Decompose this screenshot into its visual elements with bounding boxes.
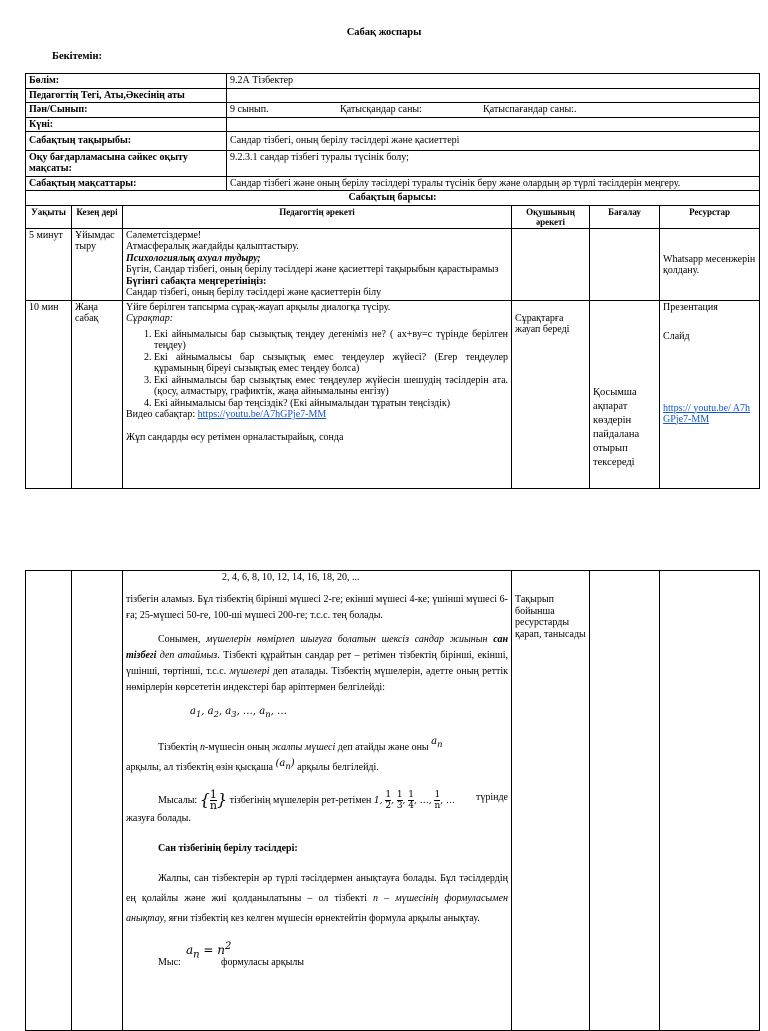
column-header-row xyxy=(26,205,760,228)
info-row xyxy=(26,103,760,118)
col-student: Оқушының әрекеті xyxy=(512,205,590,228)
sequence-formula: $a_1$, $a_2$, $a_3$, …, $a_n$, … xyxy=(190,705,287,719)
paragraph xyxy=(126,869,508,929)
text-span: n – мүшесінің формуласымен анықтау, xyxy=(126,893,508,924)
video-line xyxy=(126,409,508,421)
grade: 9 сынып. xyxy=(230,104,269,115)
text-span: деп аталады. Тізбектің мүшелерін, әдетте оның реттік нөмірлерін көрсететін индекстері бар әріптермен белгілейді: xyxy=(126,665,508,693)
psych-heading: Психологиялық ахуал тудыру; xyxy=(126,252,261,264)
time-cell xyxy=(26,571,72,1031)
teacher-cell xyxy=(123,228,512,300)
text-span: тізбегінің мүшелерін рет-ретімен xyxy=(229,795,372,806)
col-resources: Ресурстар xyxy=(660,205,760,228)
text-span: арқылы, ал тізбектің өзін қысқаша xyxy=(126,762,273,773)
paragraph xyxy=(126,756,508,776)
col-teacher: Педагогтің әрекеті xyxy=(123,205,512,228)
assessment-cell xyxy=(590,300,660,488)
info-row xyxy=(26,150,760,176)
example-terms-formula: 1, $\frac{1}{2}$ , $\frac{1}{3}$ , $\frac{1}{4}$ , …, $\frac{1}{n}$ , … xyxy=(373,790,455,811)
progress-title: Сабақтың барысы: xyxy=(26,191,760,206)
text-span: деп атайды және оны xyxy=(335,742,429,753)
text-span: түрінде xyxy=(475,792,508,803)
info-row xyxy=(26,132,760,151)
student-text: Тақырып бойынша ресурстарды қарап, танысады xyxy=(515,594,586,640)
intro-text: Үйге берілген тапсырма сұрақ-жауап арқылы диалогқа түсіру. xyxy=(126,301,391,313)
today-text: Бүгін, Сандар тізбегі, оның берілу тәсілдері және қасиеттері тақырыбын қарастырамыз xyxy=(126,264,499,275)
info-value xyxy=(227,117,760,132)
question-item: 4. Екі айнымалысы бар теңсіздік? (Екі айнымалыдан тұратын теңсіздік) xyxy=(154,398,508,410)
resource-cell xyxy=(660,571,760,1031)
text-span: Жалпы, сан тізбектерін әр түрлі тәсілдермен анықтауға болады. Бұл тәсілдердің ең қолайлы және жиі қолданылатыны – ол тізбекті xyxy=(126,873,508,904)
present-count-label: Қатысқандар саны: xyxy=(340,104,422,115)
paragraph xyxy=(126,632,508,696)
lesson-row xyxy=(26,228,760,300)
resource-cell xyxy=(660,228,760,300)
page-title: Сабақ жоспары xyxy=(346,27,422,38)
paragraph xyxy=(126,734,508,756)
student-cell xyxy=(512,228,590,300)
info-label: Педагогтің Тегі, Аты,Әкесінің аты xyxy=(26,88,227,103)
student-cell xyxy=(512,571,590,1031)
text-span: -мүшесін оның xyxy=(204,742,273,753)
sequence-line: 2, 4, 6, 8, 10, 12, 14, 16, 18, 20, ... xyxy=(222,572,360,583)
goal-text: Сандар тізбегі, оның берілу тәсілдері және қасиеттерін білу xyxy=(126,287,382,298)
greeting: Сәлеметсіздерме! xyxy=(126,229,202,241)
nth-term-formula: $a_n = n^2$ xyxy=(186,941,232,961)
video-label: Видео сабақтар: xyxy=(126,409,198,420)
stage-cell: Жаңа сабақ xyxy=(72,300,123,488)
time-cell: 5 минут xyxy=(26,228,72,300)
example-formula: { $\frac{1}{n}$ } xyxy=(199,788,228,812)
time-cell: 10 мин xyxy=(26,300,72,488)
progress-header-row xyxy=(26,191,760,206)
text-span: мүшелері xyxy=(229,665,270,677)
resource-slide: Слайд xyxy=(663,331,690,342)
absent-count-label: Қатыспағандар саны:. xyxy=(483,104,577,115)
assessment-cell xyxy=(590,571,660,1031)
text-span: формуласы арқылы xyxy=(221,957,305,968)
text-span: Тізбектің xyxy=(158,742,200,753)
text-span: Мысалы: xyxy=(158,795,198,806)
goal-heading: Бүгінгі сабақта меңгеретініңіз: xyxy=(126,275,267,287)
text-span: деп атаймыз xyxy=(156,649,218,661)
general-term-formula: $a_n$ xyxy=(431,736,443,749)
text-span: мүшелерін нөмірлеп шығуға болатын шексіз сандар жиынын xyxy=(206,633,488,645)
info-value: Сандар тізбегі, оның берілу тәсілдері және қасиеттері xyxy=(227,132,760,151)
info-value xyxy=(227,103,760,118)
question-item: 3. Екі айнымалысы бар сызықтық емес теңдеулер жүйесін шешудің тәсілдерін ата. (қосу, алмастыру, графиктік, жаңа айнымалыны енгізу) xyxy=(154,375,508,398)
info-value: 9.2.3.1 сандар тізбегі туралы түсінік болу; xyxy=(227,150,760,176)
student-cell xyxy=(512,300,590,488)
lesson-row xyxy=(26,571,760,1031)
text-span: . Тізбекті құрайтын сандар рет – ретімен тізбектің бірінші, екінші, үшінші, төртінші, т.с.с. xyxy=(126,649,508,677)
resource-cell xyxy=(660,300,760,488)
text-span: яғни тізбектің кез келген мүшесін өрнектейтін формула арқылы анықтау. xyxy=(166,913,480,924)
assessment-text: Қосымша ақпарат көздерін пайдалана отырып тексереді xyxy=(593,386,640,468)
info-label: Оқу бағдарламасына сәйкес оқыту мақсаты: xyxy=(26,150,227,176)
info-value: Сандар тізбегі және оның берілу тәсілдері туралы түсінік беру және олардың әр түрлі тәсілдерін меңгеру. xyxy=(227,176,760,191)
lesson-plan-table-continued xyxy=(25,570,760,1031)
teacher-cell xyxy=(123,300,512,488)
sequence-notation-formula: $(a_n)$ xyxy=(275,758,295,771)
text-span: Сонымен, xyxy=(158,633,207,645)
resource-presentation: Презентация xyxy=(663,301,718,313)
text-span: жалпы мүшесі xyxy=(272,742,336,753)
ways-heading: Сан тізбегінің берілу тәсілдері: xyxy=(158,843,298,854)
questions-heading: Сұрақтар: xyxy=(126,313,174,324)
info-value xyxy=(227,88,760,103)
col-stage: Кезең дері xyxy=(72,205,123,228)
text-span: n xyxy=(199,742,205,753)
info-label: Пән/Сынып: xyxy=(26,103,227,118)
info-row xyxy=(26,88,760,103)
lesson-row xyxy=(26,300,760,488)
info-row xyxy=(26,176,760,191)
resource-text: Whatsapp месенжерін қолдану. xyxy=(663,253,756,276)
resource-link[interactable]: https:// youtu.be/ A7hGPje7-MM xyxy=(663,402,750,425)
info-row xyxy=(26,74,760,89)
col-assessment: Бағалау xyxy=(590,205,660,228)
paragraph: жазуға болады. xyxy=(126,813,191,824)
col-time: Уақыты xyxy=(26,205,72,228)
paragraph: тізбегін аламыз. Бұл тізбектің бірінші мүшесі 2-ге; екінші мүшесі 4-ке; үшінші мүшесі 6-ға; 25-мүшесі 50-ге, 100-ші мүшесі 200-ге; т.с.с. тең болады. xyxy=(126,593,508,621)
text-span: Мыс: xyxy=(158,957,181,968)
teacher-cell xyxy=(123,571,512,1031)
question-item: 2. Екі айнымалысы бар сызықтық емес теңдеулер жүйесі? (Егер теңдеулер құрамының біреуі сызықтық емес теңдеу болса) xyxy=(154,352,508,375)
question-item: 1. Екі айнымалысы бар сызықтық теңдеу дегеніміз не? ( ax+вy=c түрінде берілген теңдеу) xyxy=(154,329,508,352)
info-value: 9.2А Тізбектер xyxy=(227,74,760,89)
atmosphere-text: Атмасфералық жағдайды қалыптастыру. xyxy=(126,241,299,252)
questions-list xyxy=(126,329,508,410)
assessment-cell xyxy=(590,228,660,300)
info-label: Күні: xyxy=(26,117,227,132)
stage-cell xyxy=(72,571,123,1031)
example-line xyxy=(126,943,508,969)
pairs-text: Жұп сандарды өсу ретімен орналастырайық, сонда xyxy=(126,431,344,443)
stage-cell: Ұйымдас тыру xyxy=(72,228,123,300)
text-span: арқылы белгілейді. xyxy=(297,762,379,773)
paragraph xyxy=(126,790,508,811)
lesson-plan-table xyxy=(25,73,760,489)
info-label: Бөлім: xyxy=(26,74,227,89)
text-span: сан тізбегі xyxy=(126,633,509,661)
video-link[interactable]: https://youtu.be/A7hGPje7-MM xyxy=(197,409,327,420)
student-text: Сұрақтарға жауап береді xyxy=(515,312,570,335)
info-label: Сабақтың тақырыбы: xyxy=(26,132,227,151)
info-row xyxy=(26,117,760,132)
approve-label: Бекітемін: xyxy=(52,51,103,62)
info-label: Сабақтың мақсаттары: xyxy=(26,176,227,191)
